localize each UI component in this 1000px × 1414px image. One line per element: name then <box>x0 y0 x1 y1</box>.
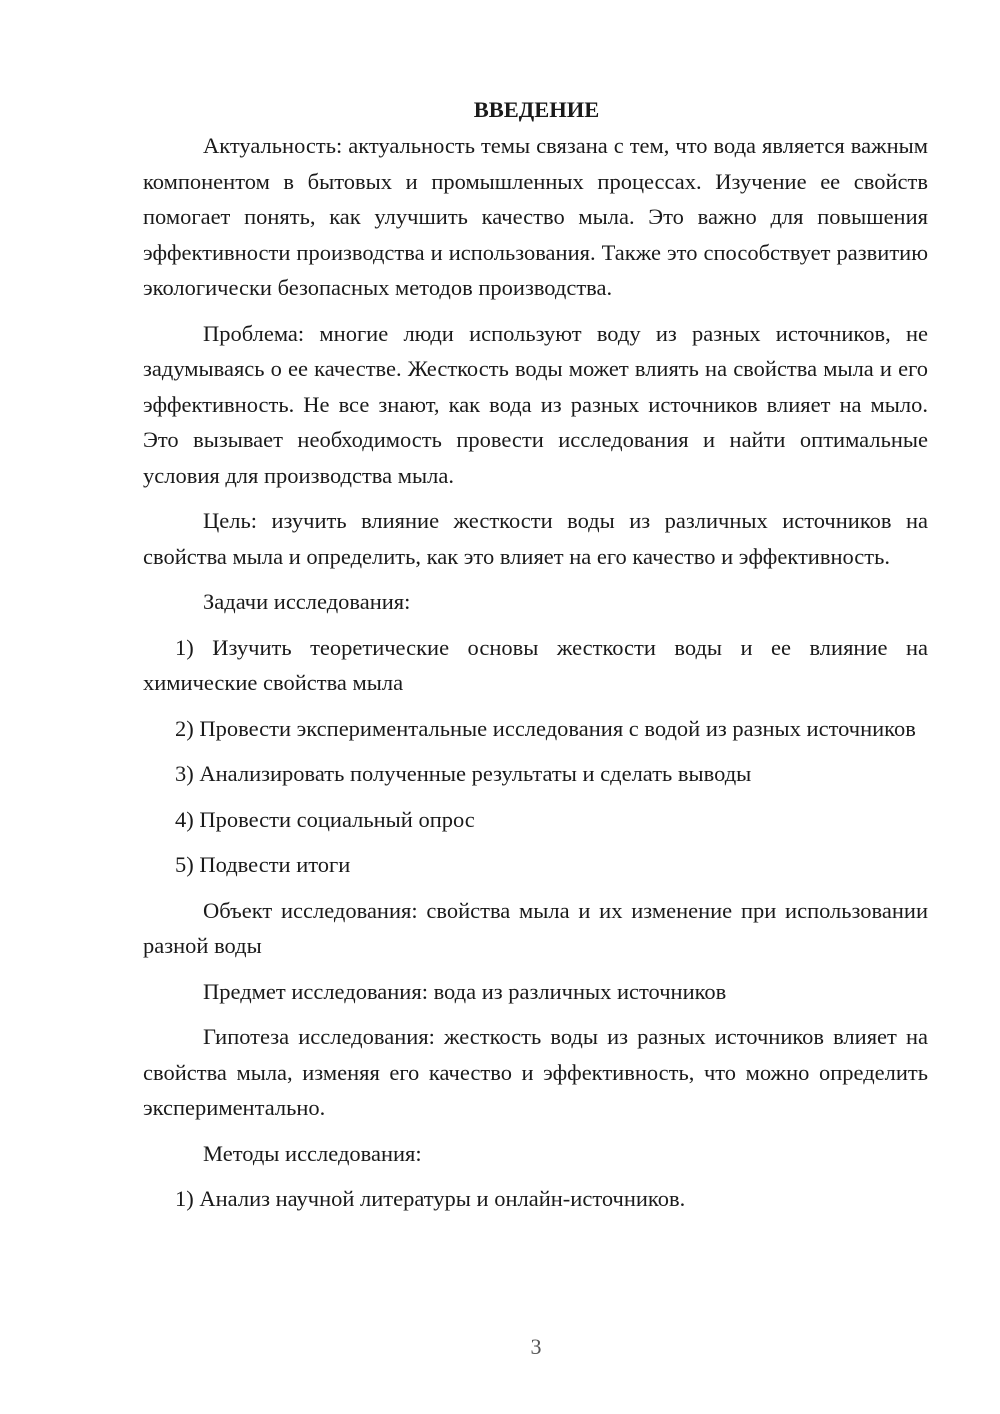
paragraph-actuality: Актуальность: актуальность темы связана с тем, что вода является важным компонентом в бытовых и промышленных процессах. Изучение ее свойств помогает понять, как улучшить качество мыла. Это важно для повышения эффективности производства и использования. Также это способствует развитию экологически безопасных методов производства. <box>143 133 928 300</box>
task-item-2: 2) Провести экспериментальные исследования с водой из разных источников <box>175 715 916 741</box>
method-item-1: 1) Анализ научной литературы и онлайн-источников. <box>175 1186 686 1211</box>
task-item-4: 4) Провести социальный опрос <box>175 806 475 832</box>
page-title: ВВЕДЕНИЕ <box>473 97 600 122</box>
paragraph-hypothesis: Гипотеза исследования: жесткость воды из разных источников влияет на свойства мыла, изменяя его качество и эффективность, что можно определить экспериментально. <box>143 1024 928 1120</box>
paragraph-methods-heading: Методы исследования: <box>203 1140 422 1166</box>
page-content <box>143 92 928 1227</box>
task-item-1: 1) Изучить теоретические основы жесткости воды и ее влияние на химические свойства мыла <box>143 634 928 695</box>
paragraph-tasks-heading: Задачи исследования: <box>203 589 411 614</box>
paragraph-subject: Предмет исследования: вода из различных источников <box>203 978 727 1004</box>
paragraph-object: Объект исследования: свойства мыла и их изменение при использовании разной воды <box>143 897 928 958</box>
page-number: 3 <box>530 1334 542 1359</box>
task-item-3: 3) Анализировать полученные результаты и сделать выводы <box>175 761 752 786</box>
paragraph-problem: Проблема: многие люди используют воду из разных источников, не задумываясь о ее качестве. Жесткость воды может влиять на свойства мыла и его эффективность. Не все знают, как вода из разных источников влияет на мыло. Это вызывает необходимость провести исследования и найти оптимальные условия для производства мыла. <box>143 320 928 488</box>
task-item-5: 5) Подвести итоги <box>175 852 351 877</box>
paragraph-goal: Цель: изучить влияние жесткости воды из различных источников на свойства мыла и определить, как это влияет на его качество и эффективность. <box>143 508 928 569</box>
